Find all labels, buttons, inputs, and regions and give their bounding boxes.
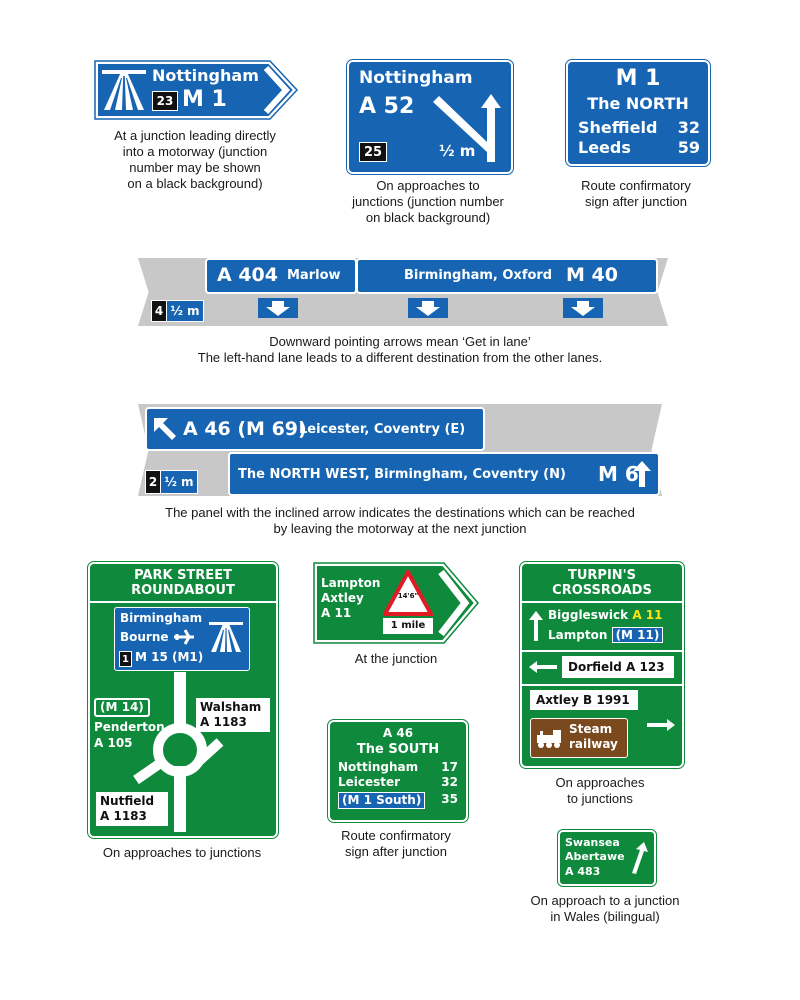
sign-park-street-roundabout xyxy=(88,562,278,838)
gantry1-junction-number: 4 xyxy=(151,300,167,322)
gantry1-right-road: M 40 xyxy=(566,264,618,286)
motorway-symbol-icon xyxy=(209,620,243,652)
sign1-road-number: M 1 xyxy=(182,87,227,112)
list-item: Nottingham 17 xyxy=(338,760,458,774)
list-item: Leeds 59 xyxy=(578,138,700,157)
gantry2-ahead-panel xyxy=(228,452,660,496)
get-in-lane-arrow-icon xyxy=(258,298,298,318)
south-distance-list xyxy=(338,760,458,809)
sign2-junction-number: 25 xyxy=(359,142,387,162)
park-mw-road: M 15 (M1) xyxy=(135,650,204,664)
get-in-lane-arrow-icon xyxy=(408,298,448,318)
caption-turpin: On approaches to junctions xyxy=(555,775,645,806)
caption-sign3: Route confirmatory sign after junction xyxy=(581,178,691,209)
left-arrow-icon xyxy=(528,660,558,674)
lampton-destinations: Lampton Axtley xyxy=(321,576,381,605)
list-item: Leicester 32 xyxy=(338,775,458,789)
wales-destinations: Swansea Abertawe xyxy=(565,836,625,863)
south-road-number: A 46 xyxy=(382,726,414,740)
ahead-arrow-icon xyxy=(632,460,652,488)
sign-route-confirmatory-motorway xyxy=(566,60,710,166)
sign3-region: The NORTH xyxy=(587,94,689,113)
motorway-symbol-icon xyxy=(102,68,146,112)
lampton-height-limit: 14'6" xyxy=(397,592,419,600)
steam-locomotive-icon xyxy=(535,729,565,749)
caption-south: Route confirmatory sign after junction xyxy=(341,828,451,859)
caption-sign2: On approaches to junctions (junction number on black background) xyxy=(352,178,504,225)
right-arrow-icon xyxy=(646,718,676,732)
gantry1-right-destination: Birmingham, Oxford xyxy=(404,268,553,283)
turpin-title: TURPIN'S CROSSROADS xyxy=(552,568,652,598)
inclined-arrow-icon xyxy=(151,415,179,443)
list-item: (M 1 South) 35 xyxy=(338,792,458,809)
sign-route-confirmatory-primary xyxy=(328,720,468,822)
divider xyxy=(90,601,276,603)
sign2-road-number: A 52 xyxy=(359,94,415,119)
sign1-destination: Nottingham xyxy=(152,66,259,85)
park-left-motorway: (M 14) xyxy=(94,698,150,717)
turpin-tourist-panel xyxy=(530,718,628,758)
turpin-right-panel: Axtley B 1991 xyxy=(530,690,638,710)
turpin-ahead-1: Biggleswick A 11 xyxy=(548,608,663,622)
divider xyxy=(522,601,682,603)
ahead-right-arrow-icon xyxy=(628,840,650,876)
sign2-distance: ½ m xyxy=(439,142,476,160)
gantry1-left-road: A 404 xyxy=(217,264,278,286)
park-bottom-panel: Nutfield A 1183 xyxy=(96,792,168,826)
gantry1-distance: ½ m xyxy=(166,300,204,322)
south-region: The SOUTH xyxy=(356,742,440,757)
gantry1-left-destination: Marlow xyxy=(287,268,341,283)
divider xyxy=(522,684,682,686)
gantry2-ahead-road: M 6 xyxy=(598,462,639,486)
park-mw-destination-2: Bourne xyxy=(120,630,169,644)
lampton-distance: 1 mile xyxy=(383,618,433,634)
caption-lampton: At the junction xyxy=(354,651,438,666)
gantry1-right-panel xyxy=(356,258,658,294)
park-motorway-panel xyxy=(114,607,250,671)
gantry1-left-panel xyxy=(205,258,357,294)
sign-wales-bilingual xyxy=(558,830,656,886)
caption-gantry1: Downward pointing arrows mean ‘Get in lane’ The left-hand lane leads to a different destination from the other lanes. xyxy=(197,334,603,365)
turpin-ahead-2: Lampton (M 11) xyxy=(548,628,663,642)
wales-road: A 483 xyxy=(565,865,601,878)
ahead-arrow-icon xyxy=(528,610,544,642)
airport-plane-icon xyxy=(173,628,195,646)
park-mw-junction: 1 xyxy=(119,651,132,667)
gantry2-ahead-destinations: The NORTH WEST, Birmingham, Coventry (N) xyxy=(238,467,566,482)
gantry2-exit-destinations: Leicester, Coventry (E) xyxy=(299,422,466,437)
gantry2-exit-roads: A 46 (M 69) xyxy=(183,418,307,440)
park-title: PARK STREET ROUNDABOUT xyxy=(131,568,235,598)
park-mw-destination-1: Birmingham xyxy=(120,611,203,625)
caption-park: On approaches to junctions xyxy=(102,845,262,860)
sign-turpins-crossroads xyxy=(520,562,684,768)
sign3-road-number: M 1 xyxy=(615,66,661,91)
lampton-road: A 11 xyxy=(321,606,352,620)
park-right-panel: Walsham A 1183 xyxy=(196,698,270,732)
gantry2-exit-panel xyxy=(145,407,485,451)
sign1-junction-number: 23 xyxy=(152,91,178,111)
caption-wales: On approach to a junction in Wales (bilingual) xyxy=(530,893,680,924)
list-item: Sheffield 32 xyxy=(578,118,700,137)
gantry2-distance: ½ m xyxy=(160,470,198,494)
turpin-left-panel: Dorfield A 123 xyxy=(562,656,674,678)
sign-motorway-junction-arrow xyxy=(94,60,299,120)
get-in-lane-arrow-icon xyxy=(563,298,603,318)
park-left-destination: Penderton xyxy=(94,720,165,734)
caption-gantry2: The panel with the inclined arrow indicates the destinations which can be reached by leaving the motorway at the next junction xyxy=(165,505,635,536)
turpin-steam-label: Steam railway xyxy=(569,722,618,751)
sign-lampton-junction xyxy=(313,562,479,644)
park-left-road: A 105 xyxy=(94,736,133,750)
caption-sign1: At a junction leading directly into a motorway (junction number may be shown on a black background) xyxy=(114,128,276,191)
gantry2-junction-number: 2 xyxy=(145,470,161,494)
divider xyxy=(522,650,682,652)
sign3-distance-list xyxy=(578,118,700,158)
sign-approach-junction xyxy=(347,60,513,174)
sign2-destination: Nottingham xyxy=(359,68,473,88)
